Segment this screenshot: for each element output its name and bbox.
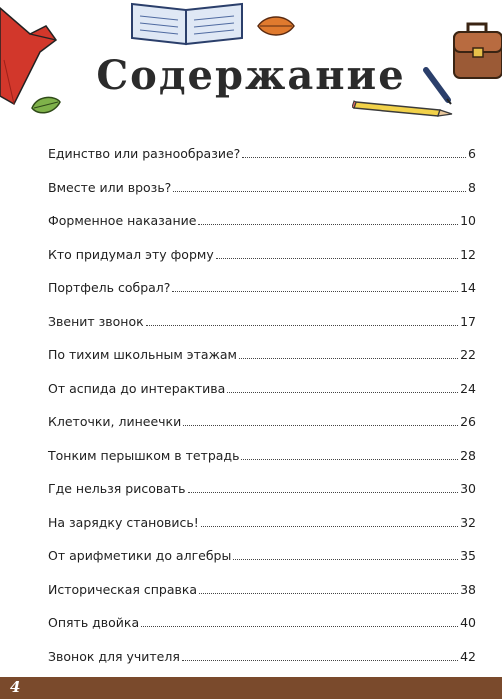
toc-entry-title: Опять двойка (48, 615, 140, 630)
toc-entry (48, 241, 476, 263)
toc-entry (48, 140, 476, 162)
toc-entry-title: Звенит звонок (48, 313, 144, 329)
dot-leader (241, 459, 458, 460)
toc-entry (48, 643, 476, 665)
toc-entry-title: Вместе или врозь? (48, 179, 172, 195)
dot-leader (198, 224, 458, 225)
dot-leader (141, 626, 458, 627)
toc-entry-title: От арифметики до алгебры (48, 548, 232, 563)
dot-leader (182, 660, 458, 661)
pencil-icon (352, 96, 456, 118)
dot-leader (146, 325, 458, 326)
toc-entry-title: Портфель собрал? (48, 280, 171, 295)
toc-entry-page: 10 (460, 213, 476, 228)
dot-leader (242, 157, 466, 158)
toc-entry-page: 17 (460, 313, 476, 329)
toc-entry-title: От аспида до интерактива (48, 380, 226, 396)
toc-entry (48, 375, 476, 397)
dot-leader (199, 593, 458, 594)
toc-entry-page: 28 (460, 447, 476, 463)
toc-entry-title: Звонок для учителя (48, 648, 180, 664)
toc-entry (48, 576, 476, 598)
toc-entry-title: Историческая справка (48, 581, 198, 597)
dot-leader (233, 559, 458, 560)
dot-leader (173, 191, 466, 192)
dot-leader (216, 258, 458, 259)
page-title: Содержание (96, 52, 406, 99)
dot-leader (188, 492, 459, 493)
dot-leader (239, 358, 458, 359)
toc-entry-title: Где нельзя рисовать (48, 481, 186, 496)
toc-entry (48, 509, 476, 531)
toc-entry (48, 341, 476, 363)
toc-entry-page: 32 (460, 514, 476, 530)
toc-entry (48, 609, 476, 631)
toc-entry-title: Единство или разнообразие? (48, 146, 241, 161)
toc-entry (48, 174, 476, 196)
dot-leader (172, 291, 458, 292)
toc-entry-page: 12 (460, 246, 476, 262)
toc-entry-page: 30 (460, 481, 476, 496)
toc-entry (48, 308, 476, 330)
dot-leader (183, 425, 458, 426)
toc-entry-title: По тихим школьным этажам (48, 347, 237, 362)
notebook-icon (128, 0, 246, 46)
toc-entry-title: Тонким перышком в тетрадь (48, 447, 240, 463)
toc-entry (48, 207, 476, 229)
toc-entry-page: 14 (460, 280, 476, 295)
toc-entry-page: 8 (468, 179, 476, 195)
page-number: 4 (10, 678, 21, 696)
toc-entry-page: 22 (460, 347, 476, 362)
toc-entry-title: Форменное наказание (48, 213, 197, 228)
toc-entry-page: 38 (460, 581, 476, 597)
toc-entry-title: Клеточки, линеечки (48, 414, 182, 429)
toc-entry-page: 26 (460, 414, 476, 429)
dot-leader (227, 392, 458, 393)
toc-entry-page: 24 (460, 380, 476, 396)
leaf-icon (256, 14, 296, 38)
toc-entry (48, 408, 476, 430)
toc-entry-title: На зарядку становись! (48, 514, 199, 530)
toc-entry (48, 442, 476, 464)
footer-bar (0, 677, 502, 699)
toc-entry-page: 6 (468, 146, 476, 161)
toc-entry (48, 475, 476, 497)
toc-entry-page: 35 (460, 548, 476, 563)
toc-entry (48, 274, 476, 296)
toc-entry-page: 42 (460, 648, 476, 664)
dot-leader (201, 526, 458, 527)
toc-entry-page: 40 (460, 615, 476, 630)
toc-entry-title: Кто придумал эту форму (48, 246, 214, 262)
toc-entry (48, 542, 476, 564)
